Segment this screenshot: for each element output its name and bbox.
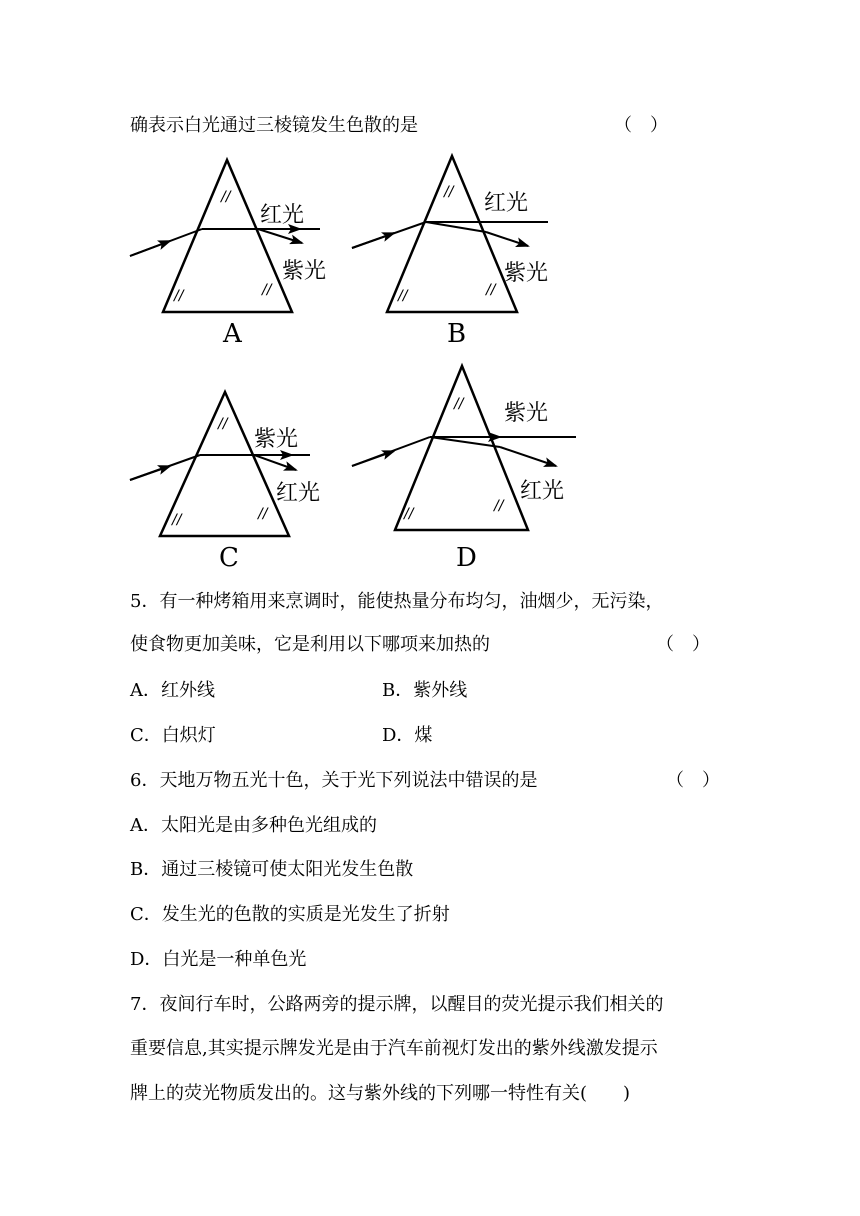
prism-figure-a [130, 160, 326, 349]
fig-b-top-label: 红光 [484, 191, 529, 216]
hash-mark: // [172, 512, 182, 528]
fig-d-top-label: 紫光 [504, 401, 549, 426]
bottom-ray-a [258, 229, 302, 243]
hash-mark: // [262, 282, 272, 298]
q5-answer-paren: （ ） [656, 634, 710, 655]
hash-mark: // [486, 282, 496, 298]
hash-mark: // [174, 288, 184, 304]
q7-stem-line2: 重要信息,其实提示牌发光是由于汽车前视灯发出的紫外线激发提示 [130, 1038, 658, 1059]
q7-stem-line3: 牌上的荧光物质发出的。这与紫外线的下列哪一特性有关( ) [130, 1083, 631, 1104]
q6-option-b: B．通过三棱镜可使太阳光发生色散 [130, 859, 414, 880]
q6-option-a: A．太阳光是由多种色光组成的 [130, 815, 377, 836]
fig-c-top-label: 紫光 [254, 427, 299, 452]
fig-d-bottom-label: 红光 [520, 479, 565, 504]
hash-mark: // [404, 506, 414, 522]
q5-option-c: C．白炽灯 [130, 725, 216, 746]
q6-answer-paren: （ ） [666, 770, 720, 791]
q5-option-a: A．红外线 [130, 680, 215, 701]
q6-option-c: C．发生光的色散的实质是光发生了折射 [130, 904, 450, 925]
fig-c-bottom-label: 红光 [276, 481, 321, 506]
q5-stem-line2: 使食物更加美味，它是利用以下哪项来加热的 [130, 634, 490, 655]
q4-answer-paren: （ ） [614, 115, 668, 136]
fig-d-caption: D [456, 543, 477, 573]
q5-stem-line1: 5．有一种烤箱用来烹调时，能使热量分布均匀，油烟少，无污染， [130, 591, 664, 612]
fig-c-caption: C [219, 543, 239, 573]
q4-stem: 确表示白光通过三棱镜发生色散的是 [130, 115, 418, 136]
prism-figure-c [130, 392, 320, 573]
fig-b-bottom-label: 紫光 [504, 261, 549, 286]
prism-d [395, 366, 528, 530]
hash-mark: // [454, 396, 464, 412]
fig-a-bottom-label: 紫光 [282, 259, 327, 284]
hash-mark: // [218, 416, 228, 432]
fig-b-caption: B [447, 319, 467, 349]
bottom-ray-c [254, 455, 296, 470]
fig-a-caption: A [223, 319, 242, 349]
bottom-ray-d [500, 447, 556, 466]
hash-mark: // [221, 189, 231, 205]
q6-stem: 6．天地万物五光十色，关于光下列说法中错误的是 [130, 770, 538, 791]
hash-mark: // [444, 184, 454, 200]
prism-figures [0, 0, 860, 580]
q5-option-b: B．紫外线 [382, 680, 468, 701]
prism-figure-d [352, 366, 576, 573]
hash-mark: // [258, 506, 268, 522]
q5-option-d: D．煤 [382, 725, 433, 746]
q6-option-d: D．白光是一种单色光 [130, 949, 307, 970]
prism-figure-b [352, 156, 548, 349]
q7-stem-line1: 7．夜间行车时，公路两旁的提示牌，以醒目的荧光提示我们相关的 [130, 994, 664, 1015]
hash-mark: // [398, 288, 408, 304]
fig-a-top-label: 红光 [260, 203, 305, 228]
hash-mark: // [494, 498, 504, 514]
bottom-ray-b [486, 232, 528, 246]
